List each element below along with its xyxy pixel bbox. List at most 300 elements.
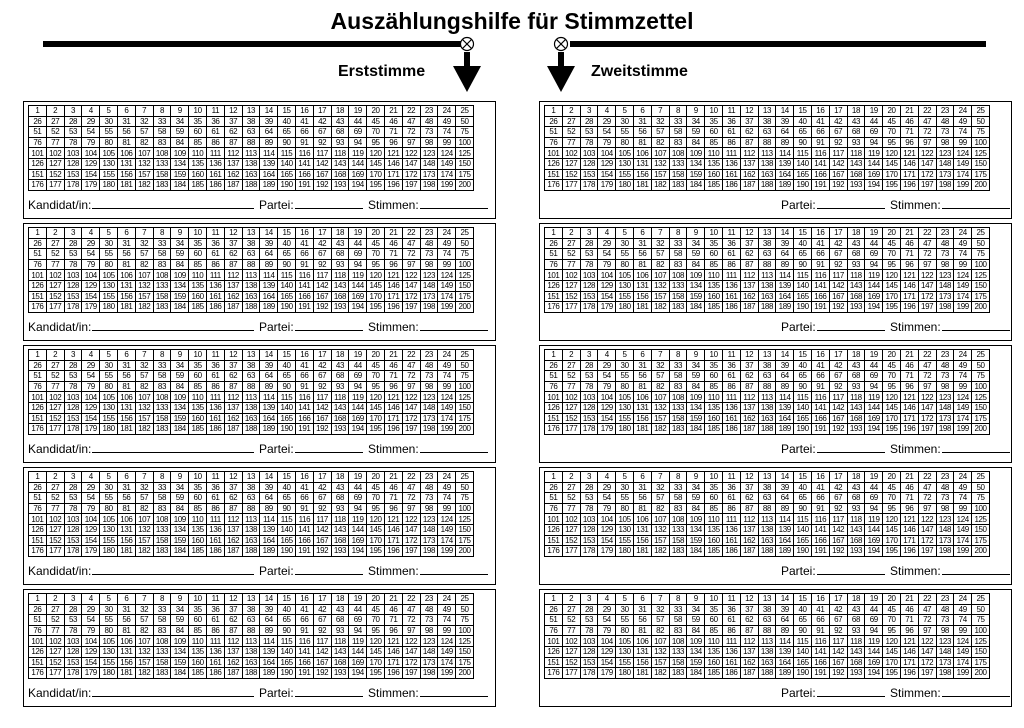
grid-cell[interactable]: 30 (100, 116, 118, 127)
grid-cell[interactable]: 104 (598, 392, 616, 403)
grid-cell[interactable]: 64 (260, 493, 278, 504)
grid-cell[interactable]: 85 (705, 259, 723, 270)
grid-cell[interactable]: 78 (580, 381, 598, 392)
grid-cell[interactable]: 97 (402, 259, 420, 270)
grid-cell[interactable]: 147 (402, 524, 420, 535)
grid-cell[interactable]: 198 (936, 546, 954, 557)
grid-cell[interactable]: 100 (972, 259, 990, 270)
grid-cell[interactable]: 98 (420, 259, 438, 270)
grid-cell[interactable]: 23 (420, 350, 438, 361)
grid-cell[interactable]: 7 (651, 228, 669, 239)
grid-cell[interactable]: 170 (367, 657, 385, 668)
grid-cell[interactable]: 145 (883, 158, 901, 169)
grid-cell[interactable]: 31 (117, 360, 135, 371)
grid-cell[interactable]: 179 (82, 546, 100, 557)
grid-cell[interactable]: 106 (633, 636, 651, 647)
grid-cell[interactable]: 83 (669, 259, 687, 270)
grid-cell[interactable]: 137 (224, 524, 242, 535)
grid-cell[interactable]: 35 (705, 238, 723, 249)
grid-cell[interactable]: 194 (865, 180, 883, 191)
grid-cell[interactable]: 116 (295, 270, 313, 281)
grid-cell[interactable]: 67 (829, 249, 847, 260)
grid-cell[interactable]: 112 (224, 392, 242, 403)
grid-cell[interactable]: 58 (153, 127, 171, 138)
grid-cell[interactable]: 119 (865, 270, 883, 281)
grid-cell[interactable]: 44 (349, 116, 367, 127)
grid-cell[interactable]: 137 (740, 158, 758, 169)
grid-cell[interactable]: 71 (384, 493, 402, 504)
grid-cell[interactable]: 121 (384, 636, 402, 647)
grid-cell[interactable]: 130 (100, 402, 118, 413)
grid-cell[interactable]: 173 (420, 169, 438, 180)
grid-cell[interactable]: 75 (456, 127, 474, 138)
grid-cell[interactable]: 46 (384, 482, 402, 493)
grid-cell[interactable]: 25 (972, 594, 990, 605)
grid-cell[interactable]: 78 (64, 625, 82, 636)
grid-cell[interactable]: 33 (669, 238, 687, 249)
grid-cell[interactable]: 146 (900, 158, 918, 169)
grid-cell[interactable]: 136 (206, 402, 224, 413)
grid-cell[interactable]: 78 (64, 381, 82, 392)
grid-cell[interactable]: 126 (545, 158, 563, 169)
grid-cell[interactable]: 165 (278, 413, 296, 424)
grid-cell[interactable]: 158 (153, 535, 171, 546)
grid-cell[interactable]: 109 (171, 636, 189, 647)
grid-cell[interactable]: 135 (705, 524, 723, 535)
partei-input-line[interactable] (295, 442, 363, 453)
grid-cell[interactable]: 141 (295, 280, 313, 291)
grid-cell[interactable]: 74 (438, 371, 456, 382)
grid-cell[interactable]: 51 (545, 249, 563, 260)
grid-cell[interactable]: 91 (295, 259, 313, 270)
grid-cell[interactable]: 30 (100, 604, 118, 615)
grid-cell[interactable]: 162 (740, 535, 758, 546)
grid-cell[interactable]: 58 (669, 371, 687, 382)
grid-cell[interactable]: 53 (580, 493, 598, 504)
grid-cell[interactable]: 157 (135, 657, 153, 668)
grid-cell[interactable]: 22 (918, 228, 936, 239)
grid-cell[interactable]: 162 (740, 291, 758, 302)
grid-cell[interactable]: 94 (865, 259, 883, 270)
grid-cell[interactable]: 2 (562, 594, 580, 605)
grid-cell[interactable]: 81 (117, 625, 135, 636)
grid-cell[interactable]: 25 (456, 350, 474, 361)
grid-cell[interactable]: 103 (580, 392, 598, 403)
grid-cell[interactable]: 176 (545, 668, 563, 679)
grid-cell[interactable]: 34 (687, 238, 705, 249)
grid-cell[interactable]: 164 (776, 291, 794, 302)
grid-cell[interactable]: 104 (598, 636, 616, 647)
grid-cell[interactable]: 150 (456, 158, 474, 169)
grid-cell[interactable]: 171 (384, 291, 402, 302)
grid-cell[interactable]: 123 (420, 636, 438, 647)
kandidat-input-line[interactable] (92, 320, 254, 331)
grid-cell[interactable]: 152 (46, 657, 64, 668)
grid-cell[interactable]: 123 (936, 514, 954, 525)
grid-cell[interactable]: 105 (100, 148, 118, 159)
grid-cell[interactable]: 184 (687, 302, 705, 313)
grid-cell[interactable]: 108 (669, 636, 687, 647)
grid-cell[interactable]: 43 (847, 604, 865, 615)
grid-cell[interactable]: 2 (562, 472, 580, 483)
grid-cell[interactable]: 52 (46, 615, 64, 626)
grid-cell[interactable]: 76 (29, 137, 47, 148)
grid-cell[interactable]: 167 (829, 291, 847, 302)
grid-cell[interactable]: 99 (438, 259, 456, 270)
grid-cell[interactable]: 28 (580, 238, 598, 249)
grid-cell[interactable]: 20 (367, 350, 385, 361)
grid-cell[interactable]: 23 (936, 594, 954, 605)
grid-cell[interactable]: 47 (402, 116, 420, 127)
grid-cell[interactable]: 35 (189, 238, 207, 249)
grid-cell[interactable]: 149 (438, 280, 456, 291)
grid-cell[interactable]: 48 (420, 238, 438, 249)
grid-cell[interactable]: 137 (740, 524, 758, 535)
grid-cell[interactable]: 157 (651, 535, 669, 546)
grid-cell[interactable]: 191 (811, 302, 829, 313)
grid-cell[interactable]: 46 (900, 116, 918, 127)
grid-cell[interactable]: 13 (242, 106, 260, 117)
grid-cell[interactable]: 159 (687, 169, 705, 180)
stimmen-input-line[interactable] (942, 198, 1010, 209)
grid-cell[interactable]: 188 (758, 546, 776, 557)
grid-cell[interactable]: 179 (598, 302, 616, 313)
grid-cell[interactable]: 28 (64, 604, 82, 615)
grid-cell[interactable]: 41 (295, 482, 313, 493)
grid-cell[interactable]: 68 (331, 371, 349, 382)
grid-cell[interactable]: 14 (776, 594, 794, 605)
grid-cell[interactable]: 200 (456, 424, 474, 435)
grid-cell[interactable]: 65 (278, 249, 296, 260)
grid-cell[interactable]: 94 (349, 625, 367, 636)
grid-cell[interactable]: 120 (367, 148, 385, 159)
grid-cell[interactable]: 61 (206, 615, 224, 626)
grid-cell[interactable]: 102 (562, 514, 580, 525)
grid-cell[interactable]: 148 (936, 524, 954, 535)
grid-cell[interactable]: 25 (972, 106, 990, 117)
grid-cell[interactable]: 63 (758, 127, 776, 138)
grid-cell[interactable]: 196 (900, 546, 918, 557)
grid-cell[interactable]: 115 (794, 392, 812, 403)
grid-cell[interactable]: 90 (794, 503, 812, 514)
grid-cell[interactable]: 167 (829, 169, 847, 180)
grid-cell[interactable]: 61 (206, 371, 224, 382)
grid-cell[interactable]: 3 (580, 228, 598, 239)
grid-cell[interactable]: 181 (633, 302, 651, 313)
grid-cell[interactable]: 102 (46, 514, 64, 525)
grid-cell[interactable]: 163 (758, 657, 776, 668)
grid-cell[interactable]: 107 (135, 270, 153, 281)
grid-cell[interactable]: 165 (278, 291, 296, 302)
grid-cell[interactable]: 30 (616, 360, 634, 371)
grid-cell[interactable]: 8 (153, 472, 171, 483)
grid-cell[interactable]: 26 (545, 116, 563, 127)
grid-cell[interactable]: 133 (669, 402, 687, 413)
grid-cell[interactable]: 120 (883, 514, 901, 525)
grid-cell[interactable]: 11 (722, 594, 740, 605)
grid-cell[interactable]: 152 (562, 169, 580, 180)
grid-cell[interactable]: 137 (224, 280, 242, 291)
grid-cell[interactable]: 109 (687, 636, 705, 647)
grid-cell[interactable]: 48 (420, 604, 438, 615)
grid-cell[interactable]: 128 (64, 402, 82, 413)
grid-cell[interactable]: 140 (278, 646, 296, 657)
grid-cell[interactable]: 75 (456, 249, 474, 260)
grid-cell[interactable]: 150 (972, 524, 990, 535)
grid-cell[interactable]: 170 (367, 535, 385, 546)
grid-cell[interactable]: 95 (883, 381, 901, 392)
grid-cell[interactable]: 109 (687, 270, 705, 281)
grid-cell[interactable]: 36 (722, 116, 740, 127)
grid-cell[interactable]: 164 (260, 535, 278, 546)
grid-cell[interactable]: 70 (883, 371, 901, 382)
grid-cell[interactable]: 14 (260, 228, 278, 239)
grid-cell[interactable]: 111 (722, 636, 740, 647)
grid-cell[interactable]: 178 (580, 302, 598, 313)
grid-cell[interactable]: 46 (384, 116, 402, 127)
grid-cell[interactable]: 124 (954, 514, 972, 525)
grid-cell[interactable]: 195 (367, 180, 385, 191)
grid-cell[interactable]: 89 (776, 259, 794, 270)
grid-cell[interactable]: 42 (313, 360, 331, 371)
grid-cell[interactable]: 163 (242, 657, 260, 668)
grid-cell[interactable]: 81 (633, 381, 651, 392)
grid-cell[interactable]: 160 (705, 413, 723, 424)
grid-cell[interactable]: 94 (865, 137, 883, 148)
grid-cell[interactable]: 125 (456, 514, 474, 525)
grid-cell[interactable]: 157 (651, 657, 669, 668)
grid-cell[interactable]: 41 (811, 604, 829, 615)
grid-cell[interactable]: 169 (349, 657, 367, 668)
grid-cell[interactable]: 117 (313, 270, 331, 281)
grid-cell[interactable]: 152 (46, 169, 64, 180)
grid-cell[interactable]: 70 (883, 249, 901, 260)
grid-cell[interactable]: 199 (954, 546, 972, 557)
grid-cell[interactable]: 121 (900, 636, 918, 647)
grid-cell[interactable]: 42 (313, 238, 331, 249)
grid-cell[interactable]: 161 (722, 291, 740, 302)
grid-cell[interactable]: 57 (651, 371, 669, 382)
grid-cell[interactable]: 69 (349, 371, 367, 382)
grid-cell[interactable]: 89 (260, 381, 278, 392)
grid-cell[interactable]: 66 (295, 371, 313, 382)
stimmen-input-line[interactable] (420, 198, 488, 209)
grid-cell[interactable]: 62 (740, 127, 758, 138)
grid-cell[interactable]: 18 (847, 472, 865, 483)
grid-cell[interactable]: 200 (456, 180, 474, 191)
grid-cell[interactable]: 11 (722, 472, 740, 483)
grid-cell[interactable]: 132 (651, 158, 669, 169)
grid-cell[interactable]: 64 (776, 249, 794, 260)
grid-cell[interactable]: 176 (29, 424, 47, 435)
grid-cell[interactable]: 132 (651, 646, 669, 657)
grid-cell[interactable]: 38 (242, 238, 260, 249)
grid-cell[interactable]: 131 (633, 158, 651, 169)
grid-cell[interactable]: 39 (260, 482, 278, 493)
grid-cell[interactable]: 165 (794, 535, 812, 546)
grid-cell[interactable]: 49 (438, 238, 456, 249)
grid-cell[interactable]: 108 (153, 514, 171, 525)
grid-cell[interactable]: 22 (918, 350, 936, 361)
grid-cell[interactable]: 151 (545, 169, 563, 180)
grid-cell[interactable]: 133 (669, 280, 687, 291)
grid-cell[interactable]: 139 (260, 524, 278, 535)
grid-cell[interactable]: 160 (705, 169, 723, 180)
grid-cell[interactable]: 101 (545, 148, 563, 159)
grid-cell[interactable]: 58 (153, 249, 171, 260)
grid-cell[interactable]: 174 (954, 169, 972, 180)
grid-cell[interactable]: 28 (580, 604, 598, 615)
grid-cell[interactable]: 122 (402, 636, 420, 647)
grid-cell[interactable]: 1 (29, 106, 47, 117)
grid-cell[interactable]: 183 (153, 668, 171, 679)
grid-cell[interactable]: 78 (64, 503, 82, 514)
grid-cell[interactable]: 86 (206, 503, 224, 514)
grid-cell[interactable]: 159 (171, 291, 189, 302)
grid-cell[interactable]: 200 (972, 546, 990, 557)
grid-cell[interactable]: 187 (224, 424, 242, 435)
grid-cell[interactable]: 136 (722, 280, 740, 291)
grid-cell[interactable]: 106 (117, 392, 135, 403)
grid-cell[interactable]: 113 (242, 514, 260, 525)
grid-cell[interactable]: 138 (758, 158, 776, 169)
grid-cell[interactable]: 175 (456, 535, 474, 546)
grid-cell[interactable]: 66 (295, 249, 313, 260)
grid-cell[interactable]: 181 (117, 546, 135, 557)
grid-cell[interactable]: 74 (954, 127, 972, 138)
grid-cell[interactable]: 9 (171, 472, 189, 483)
grid-cell[interactable]: 182 (651, 180, 669, 191)
grid-cell[interactable]: 181 (633, 668, 651, 679)
grid-cell[interactable]: 178 (64, 302, 82, 313)
grid-cell[interactable]: 61 (206, 249, 224, 260)
grid-cell[interactable]: 102 (562, 148, 580, 159)
grid-cell[interactable]: 122 (402, 148, 420, 159)
grid-cell[interactable]: 55 (100, 371, 118, 382)
grid-cell[interactable]: 157 (135, 169, 153, 180)
grid-cell[interactable]: 167 (313, 535, 331, 546)
grid-cell[interactable]: 159 (687, 291, 705, 302)
grid-cell[interactable]: 120 (883, 148, 901, 159)
grid-cell[interactable]: 138 (242, 158, 260, 169)
grid-cell[interactable]: 74 (438, 127, 456, 138)
grid-cell[interactable]: 27 (562, 604, 580, 615)
grid-cell[interactable]: 123 (420, 514, 438, 525)
grid-cell[interactable]: 15 (794, 350, 812, 361)
grid-cell[interactable]: 194 (865, 302, 883, 313)
grid-cell[interactable]: 88 (242, 625, 260, 636)
grid-cell[interactable]: 87 (224, 137, 242, 148)
grid-cell[interactable]: 45 (883, 360, 901, 371)
grid-cell[interactable]: 40 (794, 360, 812, 371)
grid-cell[interactable]: 52 (562, 127, 580, 138)
grid-cell[interactable]: 147 (918, 646, 936, 657)
grid-cell[interactable]: 64 (260, 615, 278, 626)
grid-cell[interactable]: 156 (633, 169, 651, 180)
grid-cell[interactable]: 131 (633, 524, 651, 535)
grid-cell[interactable]: 190 (278, 302, 296, 313)
grid-cell[interactable]: 112 (224, 148, 242, 159)
grid-cell[interactable]: 78 (64, 259, 82, 270)
grid-cell[interactable]: 17 (313, 228, 331, 239)
grid-cell[interactable]: 176 (29, 302, 47, 313)
grid-cell[interactable]: 158 (153, 169, 171, 180)
grid-cell[interactable]: 3 (64, 472, 82, 483)
grid-cell[interactable]: 57 (135, 371, 153, 382)
grid-cell[interactable]: 167 (829, 535, 847, 546)
grid-cell[interactable]: 136 (722, 402, 740, 413)
grid-cell[interactable]: 62 (740, 493, 758, 504)
grid-cell[interactable]: 77 (562, 137, 580, 148)
grid-cell[interactable]: 48 (936, 482, 954, 493)
grid-cell[interactable]: 198 (420, 668, 438, 679)
grid-cell[interactable]: 162 (740, 169, 758, 180)
grid-cell[interactable]: 29 (82, 482, 100, 493)
grid-cell[interactable]: 132 (135, 402, 153, 413)
grid-cell[interactable]: 82 (135, 625, 153, 636)
grid-cell[interactable]: 130 (616, 402, 634, 413)
grid-cell[interactable]: 67 (313, 615, 331, 626)
grid-cell[interactable]: 145 (883, 646, 901, 657)
grid-cell[interactable]: 36 (206, 360, 224, 371)
grid-cell[interactable]: 11 (206, 106, 224, 117)
grid-cell[interactable]: 106 (633, 148, 651, 159)
grid-cell[interactable]: 6 (117, 594, 135, 605)
grid-cell[interactable]: 55 (100, 493, 118, 504)
grid-cell[interactable]: 136 (206, 280, 224, 291)
grid-cell[interactable]: 62 (740, 615, 758, 626)
grid-cell[interactable]: 74 (954, 493, 972, 504)
grid-cell[interactable]: 81 (633, 503, 651, 514)
grid-cell[interactable]: 153 (64, 291, 82, 302)
grid-cell[interactable]: 48 (936, 238, 954, 249)
grid-cell[interactable]: 45 (883, 482, 901, 493)
grid-cell[interactable]: 126 (29, 402, 47, 413)
grid-cell[interactable]: 100 (972, 381, 990, 392)
grid-cell[interactable]: 194 (865, 546, 883, 557)
grid-cell[interactable]: 184 (171, 668, 189, 679)
grid-cell[interactable]: 152 (46, 413, 64, 424)
grid-cell[interactable]: 54 (82, 127, 100, 138)
grid-cell[interactable]: 145 (367, 158, 385, 169)
grid-cell[interactable]: 142 (829, 402, 847, 413)
grid-cell[interactable]: 142 (313, 646, 331, 657)
grid-cell[interactable]: 69 (865, 493, 883, 504)
grid-cell[interactable]: 188 (758, 668, 776, 679)
grid-cell[interactable]: 165 (278, 535, 296, 546)
grid-cell[interactable]: 5 (100, 350, 118, 361)
grid-cell[interactable]: 9 (687, 594, 705, 605)
grid-cell[interactable]: 152 (562, 535, 580, 546)
grid-cell[interactable]: 152 (46, 535, 64, 546)
grid-cell[interactable]: 41 (295, 238, 313, 249)
grid-cell[interactable]: 96 (900, 137, 918, 148)
grid-cell[interactable]: 96 (900, 259, 918, 270)
grid-cell[interactable]: 85 (705, 137, 723, 148)
grid-cell[interactable]: 47 (402, 238, 420, 249)
grid-cell[interactable]: 13 (758, 228, 776, 239)
grid-cell[interactable]: 117 (829, 392, 847, 403)
grid-cell[interactable]: 18 (847, 228, 865, 239)
grid-cell[interactable]: 145 (883, 402, 901, 413)
grid-cell[interactable]: 6 (633, 350, 651, 361)
grid-cell[interactable]: 177 (562, 180, 580, 191)
grid-cell[interactable]: 42 (829, 482, 847, 493)
grid-cell[interactable]: 192 (829, 546, 847, 557)
grid-cell[interactable]: 15 (794, 594, 812, 605)
grid-cell[interactable]: 146 (900, 646, 918, 657)
grid-cell[interactable]: 40 (794, 482, 812, 493)
